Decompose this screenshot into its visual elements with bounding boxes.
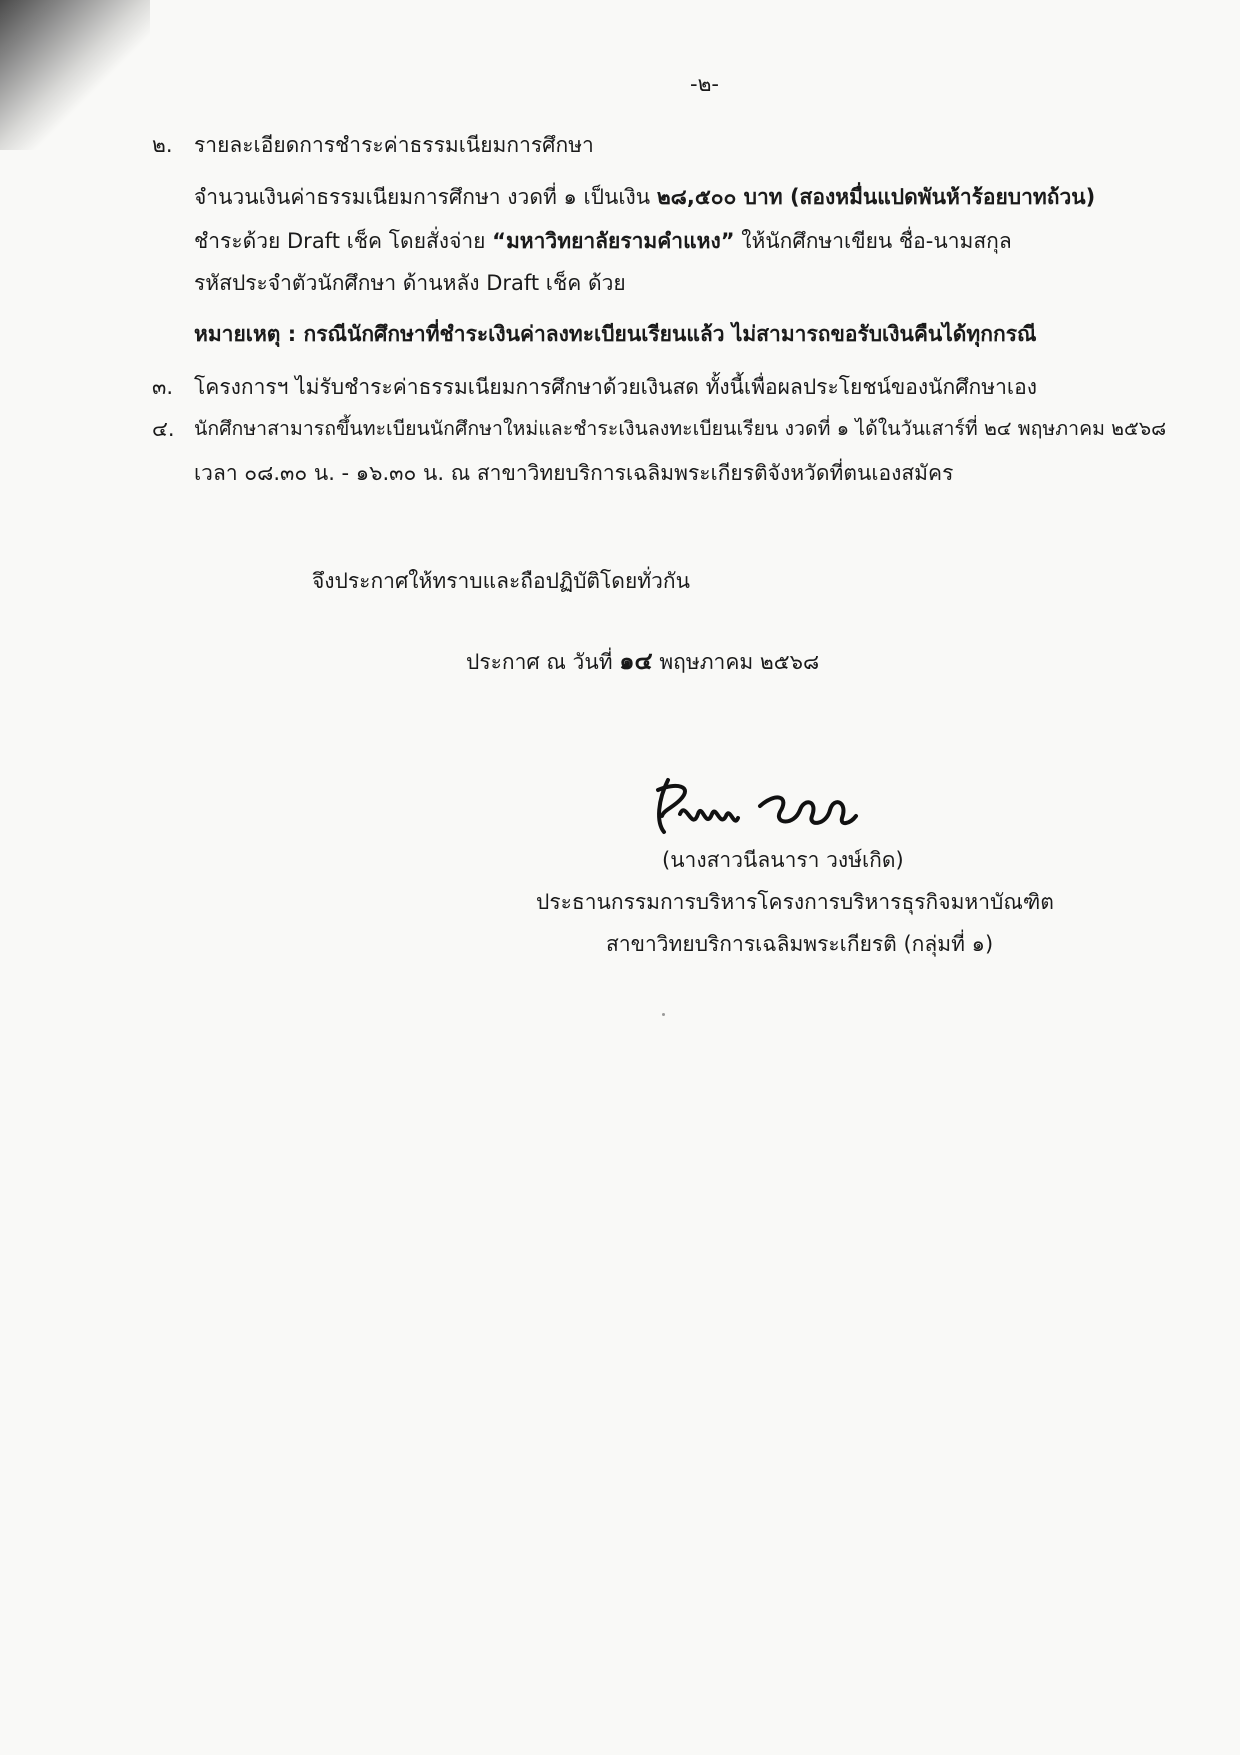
note-separator: : bbox=[280, 322, 304, 346]
item-2-line-1 bbox=[194, 183, 1095, 211]
announcement-day: ๑๔ bbox=[619, 647, 653, 675]
item-4-number: ๔. bbox=[152, 417, 175, 441]
scan-corner-shadow bbox=[0, 0, 150, 150]
signer-title-line-1: ประธานกรรมการบริหารโครงการบริหารธุรกิจมหาบัณฑิต bbox=[536, 890, 1054, 914]
signer-name: (นางสาวนีลนารา วงษ์เกิด) bbox=[662, 848, 904, 872]
item-2-heading: รายละเอียดการชำระค่าธรรมเนียมการศึกษา bbox=[194, 133, 594, 157]
handwritten-signature bbox=[650, 770, 860, 840]
signer-title-line-2: สาขาวิทยบริการเฉลิมพระเกียรติ (กลุ่มที่ ๑) bbox=[606, 932, 994, 956]
announcement-month-year: พฤษภาคม ๒๕๖๘ bbox=[652, 650, 820, 674]
item-4-line-2: เวลา ๐๘.๓๐ น. - ๑๖.๓๐ น. ณ สาขาวิทยบริการเฉลิมพระเกียรติจังหวัดที่ตนเองสมัคร bbox=[194, 461, 954, 485]
item-2-line-2 bbox=[194, 227, 1012, 255]
fee-amount: ๒๘,๕๐๐ บาท (สองหมื่นแปดพันห้าร้อยบาทถ้วน) bbox=[656, 185, 1096, 209]
scan-speck bbox=[662, 1013, 665, 1016]
item-4-line-1: นักศึกษาสามารถขึ้นทะเบียนนักศึกษาใหม่และชำระเงินลงทะเบียนเรียน งวดที่ ๑ ได้ในวันเสาร์ที่ ๒๔ พฤษภาคม ๒๕๖๘ bbox=[194, 417, 1167, 440]
note-label: หมายเหตุ bbox=[194, 322, 281, 346]
payee-name: “มหาวิทยาลัยรามคำแหง” bbox=[492, 229, 735, 253]
page-number: -๒- bbox=[690, 72, 719, 96]
note-text: กรณีนักศึกษาที่ชำระเงินค่าลงทะเบียนเรียนแล้ว ไม่สามารถขอรับเงินคืนได้ทุกกรณี bbox=[303, 322, 1037, 346]
item-2-line-2-rest: ให้นักศึกษาเขียน ชื่อ-นามสกุล bbox=[734, 229, 1012, 253]
item-2-line-2-text: ชำระด้วย Draft เช็ค โดยสั่งจ่าย bbox=[194, 229, 493, 253]
announcement-date bbox=[466, 647, 819, 676]
item-3-number: ๓. bbox=[152, 375, 174, 399]
announcement-date-prefix: ประกาศ ณ วันที่ bbox=[466, 650, 620, 674]
note bbox=[194, 320, 1036, 348]
item-2-line-1-text: จำนวนเงินค่าธรรมเนียมการศึกษา งวดที่ ๑ เป็นเงิน bbox=[194, 185, 657, 209]
item-2-line-3: รหัสประจำตัวนักศึกษา ด้านหลัง Draft เช็ค ด้วย bbox=[194, 271, 626, 295]
item-3-text: โครงการฯ ไม่รับชำระค่าธรรมเนียมการศึกษาด้วยเงินสด ทั้งนี้เพื่อผลประโยชน์ของนักศึกษาเอง bbox=[194, 375, 1037, 399]
item-2-number: ๒. bbox=[152, 133, 173, 157]
closing-statement: จึงประกาศให้ทราบและถือปฏิบัติโดยทั่วกัน bbox=[312, 569, 690, 593]
